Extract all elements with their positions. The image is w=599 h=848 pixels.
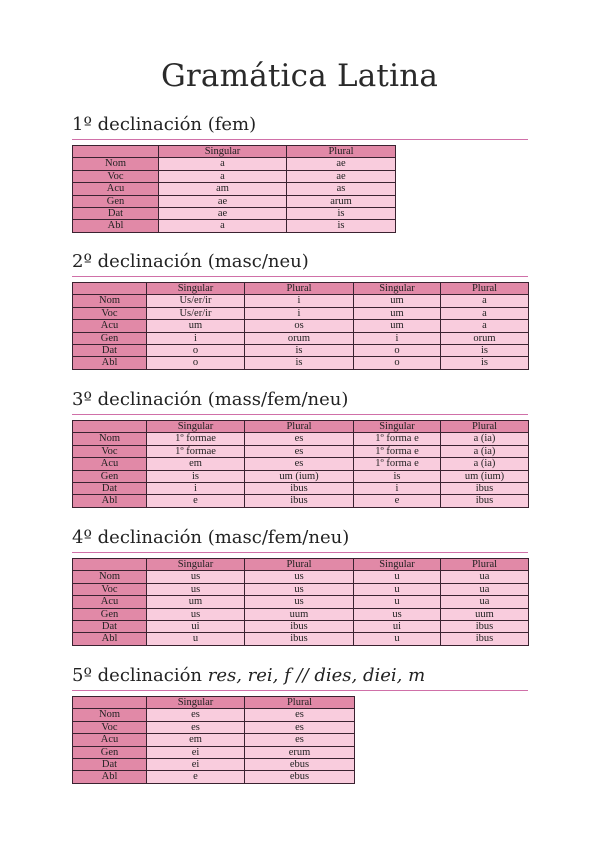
column-header: Singular bbox=[354, 559, 441, 571]
ending-cell: em bbox=[147, 734, 245, 746]
table-row bbox=[73, 583, 529, 595]
case-label: Acu bbox=[73, 320, 147, 332]
section-divider bbox=[72, 690, 528, 691]
section-divider bbox=[72, 139, 528, 140]
ending-cell: i bbox=[245, 295, 354, 307]
table-row bbox=[73, 332, 529, 344]
ending-cell: a bbox=[441, 307, 529, 319]
table-row bbox=[73, 158, 396, 170]
ending-cell: ua bbox=[441, 583, 529, 595]
case-label: Voc bbox=[73, 721, 147, 733]
column-header: Singular bbox=[159, 146, 287, 158]
ending-cell: us bbox=[354, 608, 441, 620]
ending-cell: es bbox=[147, 709, 245, 721]
ending-cell: u bbox=[147, 633, 245, 645]
column-header: Singular bbox=[354, 421, 441, 433]
table-row bbox=[73, 746, 355, 758]
table-corner-cell bbox=[73, 559, 147, 571]
ending-cell: a bbox=[159, 220, 287, 232]
ending-cell: ui bbox=[147, 621, 245, 633]
ending-cell: e bbox=[147, 495, 245, 507]
ending-cell: us bbox=[147, 571, 245, 583]
case-label: Gen bbox=[73, 470, 147, 482]
table-row bbox=[73, 295, 529, 307]
declension-table bbox=[72, 145, 396, 233]
column-header: Singular bbox=[147, 559, 245, 571]
case-label: Abl bbox=[73, 220, 159, 232]
ending-cell: is bbox=[245, 357, 354, 369]
ending-cell: u bbox=[354, 633, 441, 645]
column-header: Plural bbox=[245, 421, 354, 433]
ending-cell: ei bbox=[147, 746, 245, 758]
ending-cell: us bbox=[147, 608, 245, 620]
ending-cell: uum bbox=[245, 608, 354, 620]
case-label: Dat bbox=[73, 483, 147, 495]
table-row bbox=[73, 183, 396, 195]
ending-cell: orum bbox=[245, 332, 354, 344]
case-label: Voc bbox=[73, 583, 147, 595]
case-label: Abl bbox=[73, 495, 147, 507]
table-row bbox=[73, 483, 529, 495]
column-header: Plural bbox=[441, 559, 529, 571]
section-heading-text: 5º declinación bbox=[72, 665, 208, 686]
case-label: Voc bbox=[73, 307, 147, 319]
ending-cell: us bbox=[147, 583, 245, 595]
ending-cell: a (ia) bbox=[441, 458, 529, 470]
column-header: Plural bbox=[441, 283, 529, 295]
ending-cell: os bbox=[245, 320, 354, 332]
ending-cell: is bbox=[441, 357, 529, 369]
ending-cell: is bbox=[147, 470, 245, 482]
section-heading: 1º declinación (fem) bbox=[72, 114, 257, 135]
column-header: Plural bbox=[287, 146, 396, 158]
ending-cell: Us/er/ir bbox=[147, 295, 245, 307]
case-label: Gen bbox=[73, 746, 147, 758]
section-first-declension bbox=[72, 114, 528, 233]
section-fourth-declension bbox=[72, 527, 528, 646]
ending-cell: ua bbox=[441, 596, 529, 608]
section-divider bbox=[72, 552, 528, 553]
case-label: Acu bbox=[73, 458, 147, 470]
ending-cell: es bbox=[245, 721, 355, 733]
ending-cell: um bbox=[147, 596, 245, 608]
ending-cell: i bbox=[147, 483, 245, 495]
ending-cell: ibus bbox=[441, 621, 529, 633]
case-label: Gen bbox=[73, 608, 147, 620]
ending-cell: us bbox=[245, 583, 354, 595]
table-row bbox=[73, 307, 529, 319]
ending-cell: ae bbox=[287, 158, 396, 170]
ending-cell: us bbox=[245, 596, 354, 608]
table-row bbox=[73, 208, 396, 220]
ending-cell: o bbox=[354, 357, 441, 369]
ending-cell: ibus bbox=[245, 621, 354, 633]
table-corner-cell bbox=[73, 283, 147, 295]
table-row bbox=[73, 633, 529, 645]
ending-cell: a bbox=[159, 170, 287, 182]
ending-cell: orum bbox=[441, 332, 529, 344]
ending-cell: 1º forma e bbox=[354, 433, 441, 445]
column-header: Singular bbox=[147, 697, 245, 709]
case-label: Abl bbox=[73, 357, 147, 369]
declension-table bbox=[72, 420, 529, 508]
table-row bbox=[73, 470, 529, 482]
ending-cell: us bbox=[245, 571, 354, 583]
table-row bbox=[73, 608, 529, 620]
table-row bbox=[73, 170, 396, 182]
ending-cell: a bbox=[159, 158, 287, 170]
column-header: Singular bbox=[147, 421, 245, 433]
section-fifth-declension bbox=[72, 665, 528, 784]
ending-cell: ibus bbox=[441, 495, 529, 507]
ending-cell: as bbox=[287, 183, 396, 195]
case-label: Voc bbox=[73, 445, 147, 457]
ending-cell: es bbox=[245, 458, 354, 470]
case-label: Dat bbox=[73, 621, 147, 633]
table-header-row bbox=[73, 697, 355, 709]
ending-cell: es bbox=[245, 734, 355, 746]
ending-cell: ibus bbox=[245, 633, 354, 645]
ending-cell: is bbox=[441, 345, 529, 357]
table-row bbox=[73, 495, 529, 507]
table-row bbox=[73, 621, 529, 633]
section-heading: 2º declinación (masc/neu) bbox=[72, 251, 309, 272]
ending-cell: 1º forma e bbox=[354, 445, 441, 457]
table-header-row bbox=[73, 421, 529, 433]
ending-cell: 1º formae bbox=[147, 433, 245, 445]
ending-cell: uum bbox=[441, 608, 529, 620]
ending-cell: o bbox=[147, 345, 245, 357]
section-third-declension bbox=[72, 389, 528, 508]
case-label: Nom bbox=[73, 571, 147, 583]
case-label: Dat bbox=[73, 208, 159, 220]
case-label: Voc bbox=[73, 170, 159, 182]
section-divider bbox=[72, 276, 528, 277]
ending-cell: um bbox=[354, 295, 441, 307]
ending-cell: ei bbox=[147, 759, 245, 771]
column-header: Plural bbox=[245, 559, 354, 571]
ending-cell: ibus bbox=[245, 483, 354, 495]
declension-table bbox=[72, 282, 529, 370]
table-row bbox=[73, 571, 529, 583]
case-label: Nom bbox=[73, 158, 159, 170]
page-title: Gramática Latina bbox=[160, 58, 439, 94]
table-row bbox=[73, 709, 355, 721]
table-row bbox=[73, 320, 529, 332]
ending-cell: ae bbox=[159, 195, 287, 207]
column-header: Plural bbox=[245, 283, 354, 295]
ending-cell: u bbox=[354, 583, 441, 595]
table-header-row bbox=[73, 146, 396, 158]
case-label: Nom bbox=[73, 295, 147, 307]
ending-cell: Us/er/ir bbox=[147, 307, 245, 319]
table-row bbox=[73, 759, 355, 771]
column-header: Plural bbox=[245, 697, 355, 709]
table-row bbox=[73, 445, 529, 457]
ending-cell: a (ia) bbox=[441, 433, 529, 445]
ending-cell: ua bbox=[441, 571, 529, 583]
ending-cell: es bbox=[245, 709, 355, 721]
ending-cell: 1º forma e bbox=[354, 458, 441, 470]
table-corner-cell bbox=[73, 421, 147, 433]
ending-cell: ui bbox=[354, 621, 441, 633]
ending-cell: es bbox=[147, 721, 245, 733]
case-label: Dat bbox=[73, 345, 147, 357]
ending-cell: o bbox=[354, 345, 441, 357]
ending-cell: o bbox=[147, 357, 245, 369]
ending-cell: em bbox=[147, 458, 245, 470]
ending-cell: um bbox=[354, 307, 441, 319]
declension-table bbox=[72, 696, 355, 784]
ending-cell: u bbox=[354, 571, 441, 583]
section-heading-examples: res, rei, f // dies, diei, m bbox=[207, 665, 426, 686]
table-row bbox=[73, 458, 529, 470]
table-header-row bbox=[73, 559, 529, 571]
table-row bbox=[73, 734, 355, 746]
ending-cell: es bbox=[245, 445, 354, 457]
table-row bbox=[73, 433, 529, 445]
ending-cell: a (ia) bbox=[441, 445, 529, 457]
table-corner-cell bbox=[73, 146, 159, 158]
case-label: Nom bbox=[73, 433, 147, 445]
ending-cell: arum bbox=[287, 195, 396, 207]
table-row bbox=[73, 220, 396, 232]
table-row bbox=[73, 596, 529, 608]
ending-cell: u bbox=[354, 596, 441, 608]
ending-cell: ae bbox=[287, 170, 396, 182]
ending-cell: i bbox=[354, 483, 441, 495]
ending-cell: um bbox=[147, 320, 245, 332]
ending-cell: am bbox=[159, 183, 287, 195]
ending-cell: i bbox=[147, 332, 245, 344]
ending-cell: ebus bbox=[245, 759, 355, 771]
ending-cell: erum bbox=[245, 746, 355, 758]
ending-cell: um (ium) bbox=[245, 470, 354, 482]
table-row bbox=[73, 195, 396, 207]
section-heading: 4º declinación (masc/fem/neu) bbox=[72, 527, 350, 548]
ending-cell: a bbox=[441, 295, 529, 307]
ending-cell: ibus bbox=[441, 633, 529, 645]
ending-cell: ae bbox=[159, 208, 287, 220]
case-label: Nom bbox=[73, 709, 147, 721]
ending-cell: a bbox=[441, 320, 529, 332]
ending-cell: um (ium) bbox=[441, 470, 529, 482]
ending-cell: is bbox=[354, 470, 441, 482]
ending-cell: is bbox=[287, 208, 396, 220]
case-label: Abl bbox=[73, 633, 147, 645]
ending-cell: e bbox=[354, 495, 441, 507]
column-header: Singular bbox=[147, 283, 245, 295]
table-row bbox=[73, 771, 355, 783]
case-label: Acu bbox=[73, 596, 147, 608]
declension-table bbox=[72, 558, 529, 646]
ending-cell: um bbox=[354, 320, 441, 332]
case-label: Gen bbox=[73, 332, 147, 344]
table-row bbox=[73, 721, 355, 733]
section-heading: 3º declinación (mass/fem/neu) bbox=[72, 389, 349, 410]
case-label: Gen bbox=[73, 195, 159, 207]
table-row bbox=[73, 345, 529, 357]
ending-cell: e bbox=[147, 771, 245, 783]
case-label: Acu bbox=[73, 734, 147, 746]
column-header: Singular bbox=[354, 283, 441, 295]
case-label: Acu bbox=[73, 183, 159, 195]
ending-cell: ibus bbox=[441, 483, 529, 495]
ending-cell: ebus bbox=[245, 771, 355, 783]
ending-cell: i bbox=[245, 307, 354, 319]
section-heading bbox=[72, 665, 528, 689]
table-corner-cell bbox=[73, 697, 147, 709]
section-second-declension bbox=[72, 251, 528, 370]
ending-cell: is bbox=[287, 220, 396, 232]
ending-cell: 1º formae bbox=[147, 445, 245, 457]
case-label: Abl bbox=[73, 771, 147, 783]
ending-cell: ibus bbox=[245, 495, 354, 507]
section-divider bbox=[72, 414, 528, 415]
case-label: Dat bbox=[73, 759, 147, 771]
table-header-row bbox=[73, 283, 529, 295]
ending-cell: i bbox=[354, 332, 441, 344]
ending-cell: is bbox=[245, 345, 354, 357]
ending-cell: es bbox=[245, 433, 354, 445]
column-header: Plural bbox=[441, 421, 529, 433]
table-row bbox=[73, 357, 529, 369]
